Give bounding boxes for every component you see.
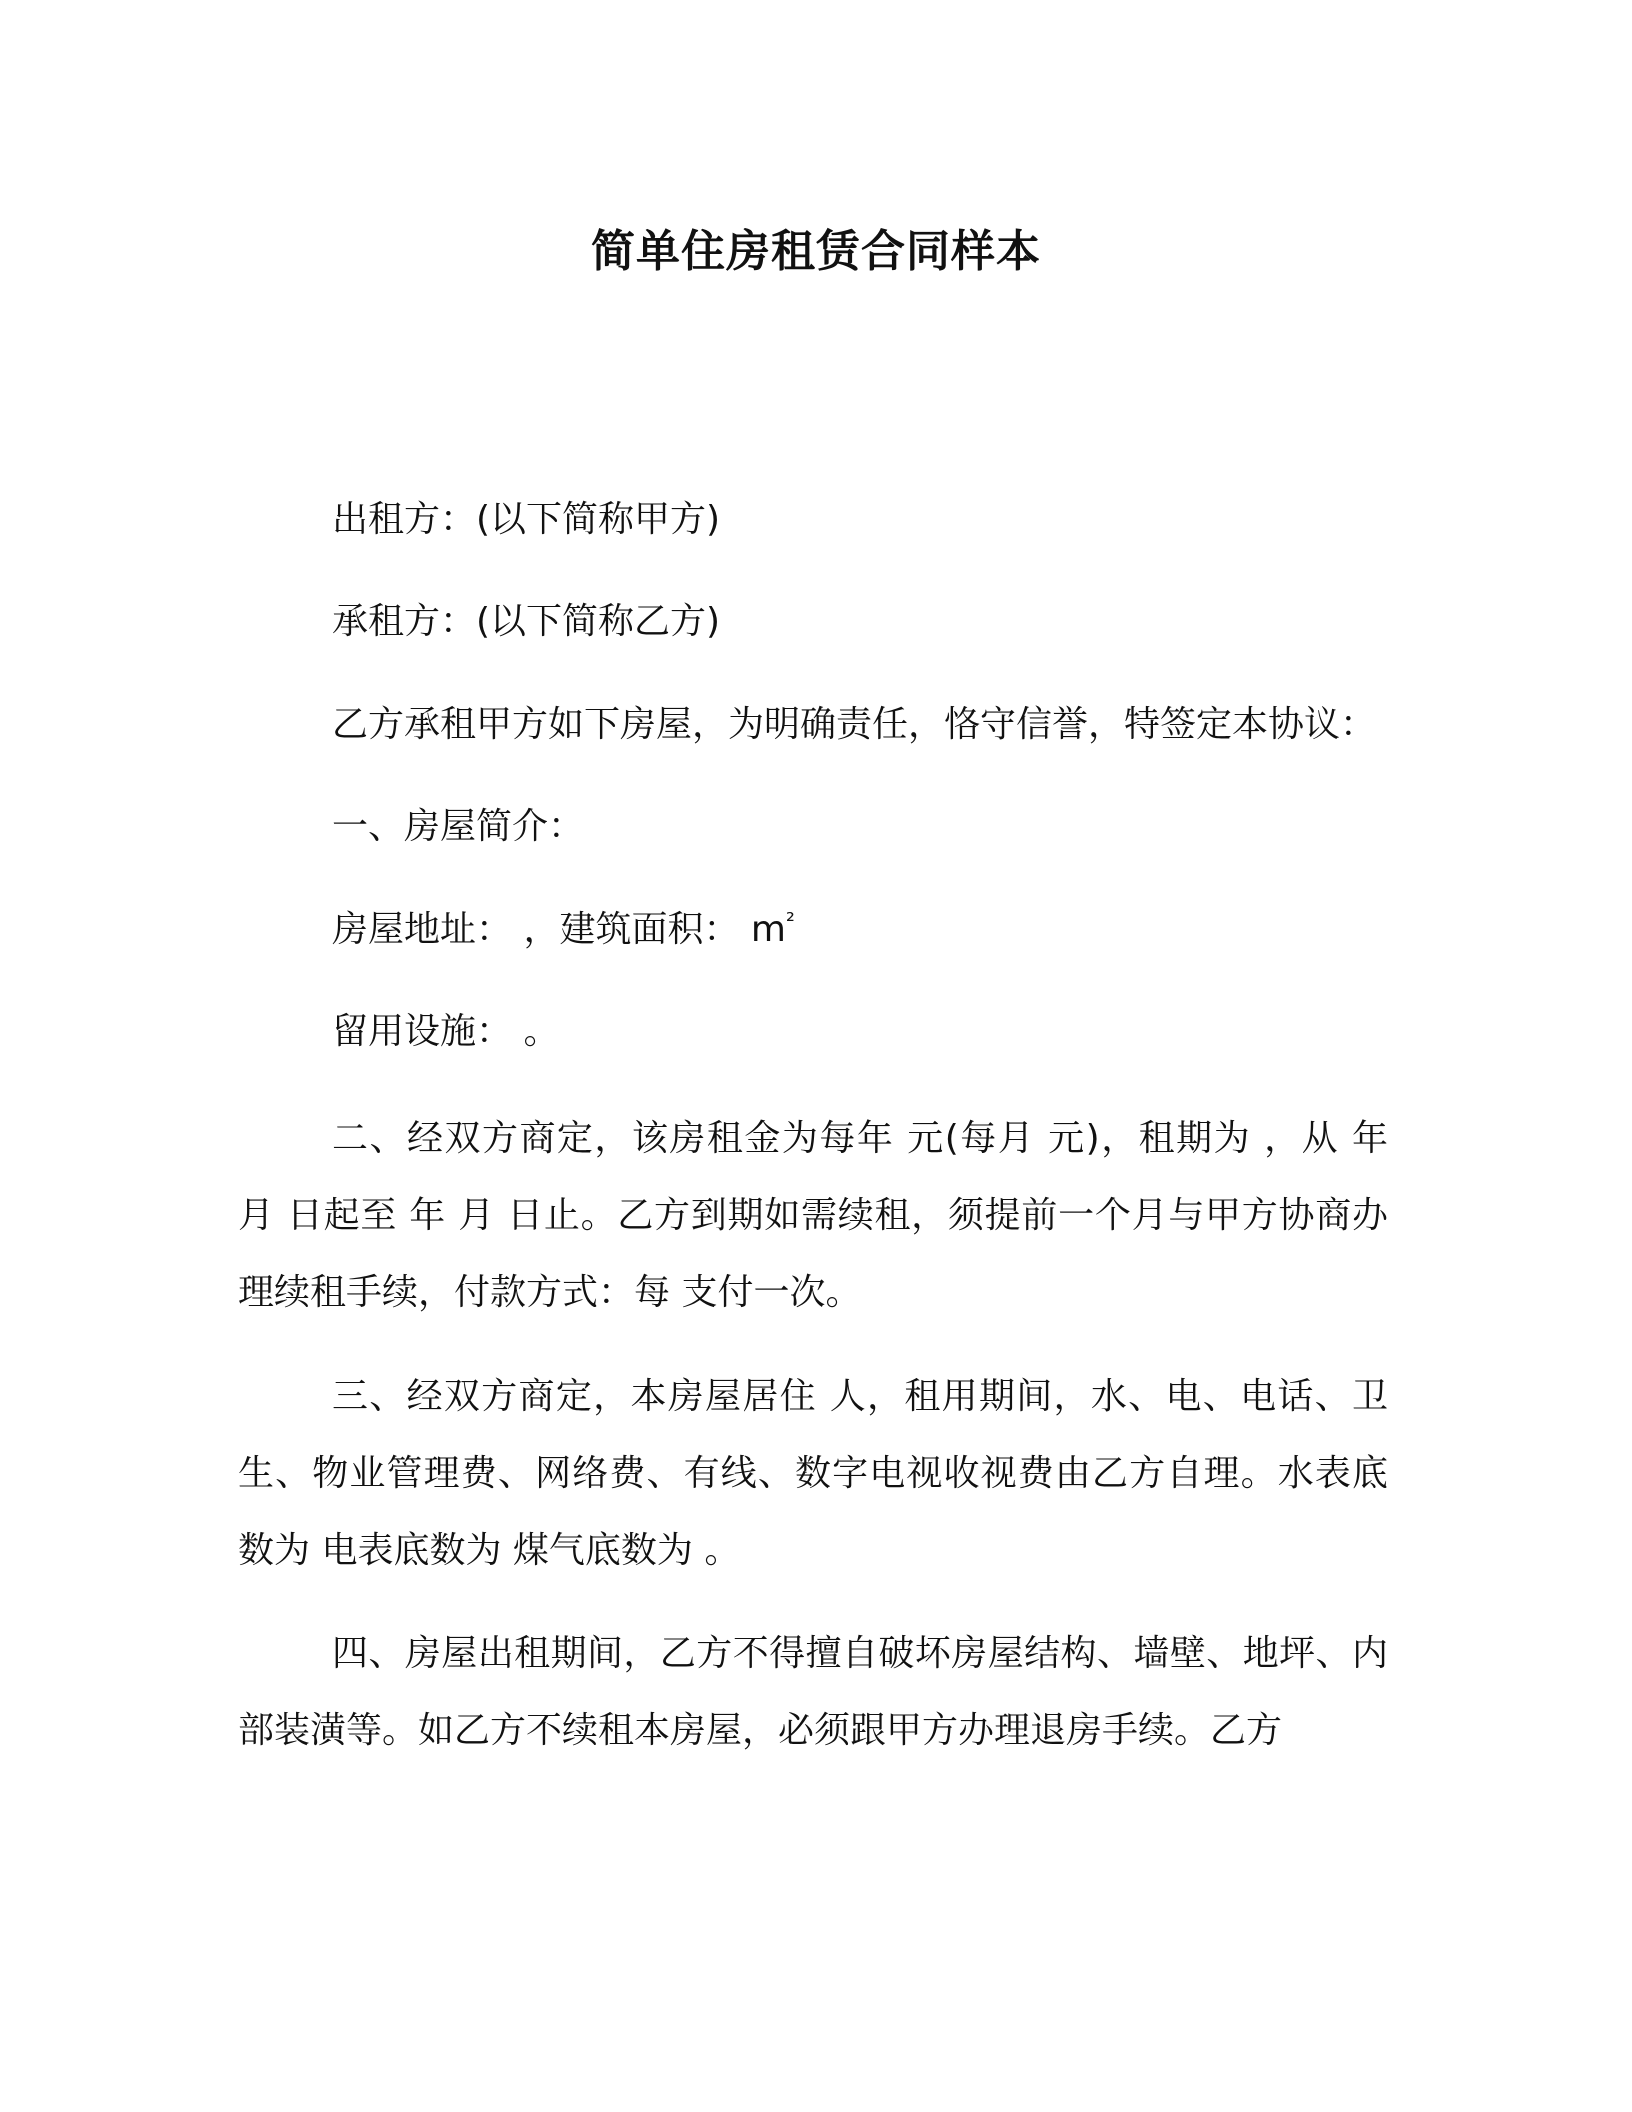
section2-paragraph: 二、经双方商定，该房租金为每年 元(每月 元)，租期为 ，从 年 月 日起至 年 月 日止。乙方到期如需续租，须提前一个月与甲方协商办理续租手续，付款方式：每 支付一次。	[238, 1118, 1388, 1313]
address-text: 房屋地址： ，建筑面积： m	[332, 909, 786, 950]
facilities-line: 留用设施： 。	[332, 1011, 560, 1052]
area-unit-superscript: ²	[785, 909, 795, 934]
address-line	[332, 906, 795, 954]
intro-line: 乙方承租甲方如下房屋，为明确责任，恪守信誉，特签定本协议：	[332, 704, 1377, 745]
section4-paragraph: 四、房屋出租期间，乙方不得擅自破坏房屋结构、墙壁、地坪、内部装潢等。如乙方不续租本房屋，必须跟甲方办理退房手续。乙方	[238, 1633, 1388, 1751]
section1-heading: 一、房屋简介：	[332, 806, 585, 847]
document-title: 简单住房租赁合同样本	[591, 226, 1041, 277]
lessor-line: 出租方：(以下简称甲方)	[332, 499, 721, 540]
section3-paragraph: 三、经双方商定，本房屋居住 人，租用期间，水、电、电话、卫生、物业管理费、网络费、有线、数字电视收视费由乙方自理。水表底数为 电表底数为 煤气底数为 。	[238, 1376, 1388, 1571]
lessee-line: 承租方：(以下简称乙方)	[332, 601, 721, 642]
